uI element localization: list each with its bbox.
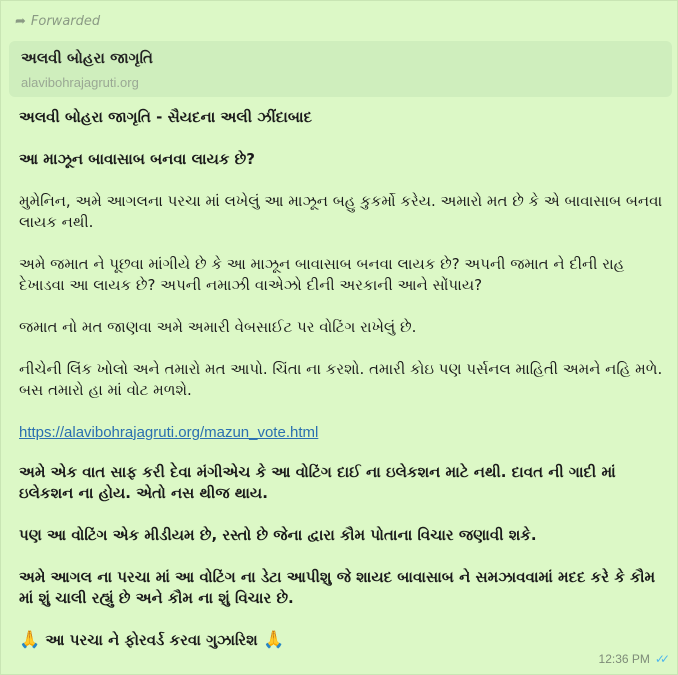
timestamp: 12:36 PM	[598, 652, 650, 666]
forwarded-indicator	[15, 14, 100, 29]
message-meta	[599, 652, 665, 666]
closing-text: આ પરચા ને ફોરવર્ડ કરવા ગુઝારિશ	[45, 631, 258, 649]
message-paragraph-7: અમે આગલ ના પરચા માં આ વોટિંગ ના ડેટા આપીશુ જે શાયદ બાવાસાબ ને સમઝાવવામાં મદદ કરે કે કૌમ માં શું ચાલી રહ્યું છે અને કૌમ ના શું વિચાર છે.	[19, 568, 656, 607]
folded-hands-emoji-start: 🙏	[19, 630, 41, 650]
preview-domain: alavibohrajagruti.org	[21, 75, 139, 90]
message-paragraph-4: નીચેની લિંક ખોલો અને તમારો મત આપો. ચિંતા ના કરશો. તમારી કોઇ પણ પર્સનલ માહિતી અમને નહિ મળે. બસ તમારો હા માં વોટ મળશે.	[19, 360, 663, 399]
message-paragraph-3: જમાત નો મત જાણવા અમે અમારી વેબસાઈટ પર વોટિંગ રાખેલું છે.	[19, 318, 417, 336]
folded-hands-emoji-end: 🙏	[262, 630, 285, 650]
vote-link[interactable]: https://alavibohrajagruti.org/mazun_vote.html	[19, 424, 319, 441]
link-preview[interactable]	[9, 41, 672, 97]
message-closing	[19, 630, 664, 651]
message-paragraph-1: મુમેનિન, અમે આગલના પરચા માં લખેલું આ માઝૂન બહુ કુકર્મો કરેય. અમારો મત છે કે એ બાવાસાબ બનવા લાયક નથી.	[19, 192, 663, 231]
forwarded-label: Forwarded	[30, 14, 101, 29]
message-heading: અલવી બોહરા જાગૃતિ - સૈયદના અલી ઝીંદાબાદ	[19, 108, 312, 126]
message-paragraph-5: અમે એક વાત સાફ કરી દેવા મંગીએચ કે આ વોટિંગ દાઈ ના ઇલેકશન માટે નથી. દાવત ની ગાદી માં ઇલેકશન ના હોય. એતો નસ થીજ થાય.	[19, 463, 616, 502]
double-check-icon: ✓✓	[654, 652, 665, 666]
message-text	[19, 107, 664, 651]
preview-title: અલવી બોહરા જાગૃતિ	[21, 49, 153, 67]
message-paragraph-6: પણ આ વોટિંગ એક મીડીયમ છે, રસ્તો છે જેના દ્વારા કૌમ પોતાના વિચાર જણાવી શકે.	[19, 526, 537, 544]
message-question: આ માઝૂન બાવાસાબ બનવા લાયક છે?	[19, 150, 255, 168]
forward-arrow-icon: ➦	[15, 14, 26, 29]
message-paragraph-2: અમે જમાત ને પૂછવા માંગીયે છે કે આ માઝૂન બાવાસાબ બનવા લાયક છે? અપની જમાત ને દીની રાહ દેખાડવા આ લાયક છે? અપની નમાઝી વાએઝો દીની અરકાની આને સોંપાય?	[19, 255, 625, 294]
